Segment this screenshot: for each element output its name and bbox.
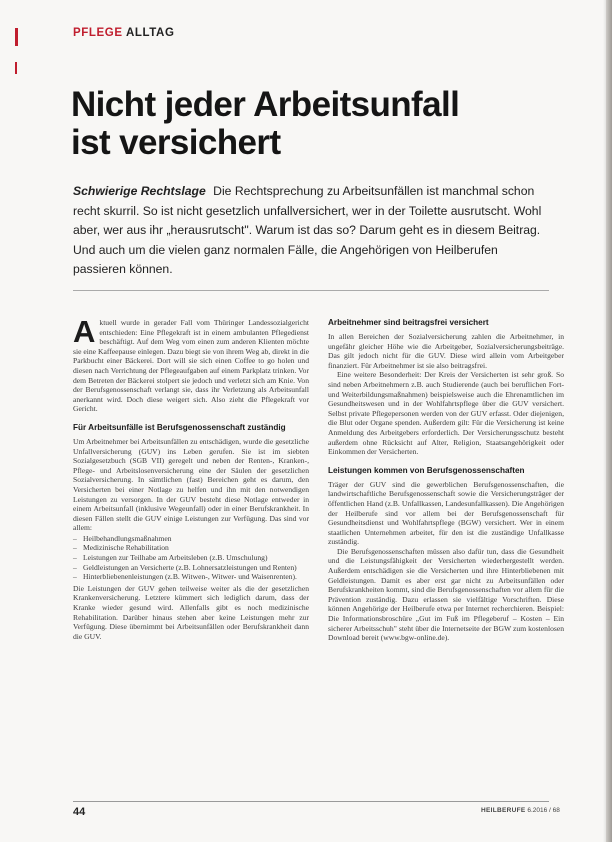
section-marker-side [15,62,17,74]
article-title [71,86,511,162]
section-heading-2: Arbeitnehmer sind beitragsfrei versichert [328,318,489,327]
benefit-item: – Hinterbliebenenleistungen (z.B. Witwen-, Witwer- und Waisenrenten). [73,572,309,582]
section-heading-1: Für Arbeitsunfälle ist Berufsgenossenschaft zuständig [73,422,286,432]
benefit-item: – Heilbehandlungsmaßnahmen [73,534,309,544]
magazine-name: HEILBERUFE [481,807,526,814]
section-heading-3: Leistungen kommen von Berufsgenossenschaften [328,465,525,475]
footer-magazine [481,807,560,814]
benefit-item: – Geldleistungen an Versicherte (z.B. Lohnersatzleistungen und Renten) [73,563,309,573]
section-2-paragraph-2: Eine weitere Besonderheit: Der Kreis der Versicherten ist sehr groß. So sind neben Arbeitnehmern z.B. auch Studierende (auch bei beruflichen Fort- und Weiterbildungsmaßnahmen) beispielsweise auch die Ehrenamtlichen im Gesundheitswesen und in der Wohlfahrtspflege über die GUV versichert. Selbst private Pflegepersonen werden von der GUV erfasst. Oder diejenigen, die Blut oder Organe spenden. Außerdem gilt: Für die Versicherung ist keine Anmeldung des Arbeitgebers erforderlich. Der Versicherungsschutz besteht außerdem ohne Rücksicht auf Alter, Religion, Staatsangehörigkeit oder Einkommen der Versicherten. [328,370,564,457]
lead-rubric: Schwierige Rechtslage [73,184,206,198]
column-right [328,318,564,643]
issue-info: 6.2016 / 68 [527,807,560,814]
intro-text: ktuell wurde in gerader Fall vom Thüringer Landessozialgericht entschieden: Eine Pflegekraft ist in einem ambulanten Pflegedienst beschäftigt. Auf dem Weg vom einen zum anderen Klienten möchte sie eine Kaffeepause einlegen. Dazu biegt sie von ihrem Weg ab, direkt in die Parkbucht einer Bäckerei. Dort will sie sich einen Coffee to go holen und diesen nach Verrichtung der Pflegeaufgaben auf einem Parkplatz trinken. Vor dem Betreten der Bäckerei stolpert sie jedoch und verletzt sich am Knie. Von der Berufsgenossenschaft verlangt sie, dass ihr Verletzung als Arbeitsunfall anerkannt wird. Doch diese weigert sich. Also zieht die Pflegekraft vor Gericht. [73,318,309,414]
section-marker-top [15,28,18,46]
column-left [73,314,309,641]
section-2-paragraph-1: In allen Bereichen der Sozialversicherung zahlen die Arbeitnehmer, in ungefähr gleicher Höhe wie die Arbeitgeber, Sozialversicherungsbeiträge. Das gilt jedoch nicht für die GUV. Diese wird allein vom Arbeitgeber finanziert. Für Arbeitnehmer ist sie also beitragsfrei. [328,332,564,370]
lead-text: Die Rechtsprechung zu Arbeitsunfällen ist manchmal schon recht skurril. So ist nicht gesetzlich unfallversichert, wer in der Toilette ausrutscht. Wohl aber, wer aus ihr „herausrutscht". Warum ist das so? Darum geht es in diesem Beitrag. Und auch um die vielen ganz normalen Fälle, die Angehörigen von Heilberufen passieren können. [73,184,542,277]
benefit-item: – Leistungen zur Teilhabe am Arbeitsleben (z.B. Umschulung) [73,553,309,563]
section-1-paragraph: Um Arbeitnehmer bei Arbeitsunfällen zu entschädigen, wurde die gesetzliche Unfallversicherung (GUV) ins Leben gerufen. Sie ist im siebten Sozialgesetzbuch (SGB VII) geregelt und neben der Renten-, Kranken-, Pflege- und Arbeitslosenversicherung eine der Säulen der gesetzlichen Sozialversicherung. In sämtlichen (fast) Bereichen geht es darum, den Versicherten bei einer Notlage zu helfen und ihn mit den notwendigen Leistungen zu versorgen. In der GUV besteht diese Notlage entweder in einem Arbeitsunfall (inklusive Wegeunfall) oder in einer Berufskrankheit. In diesen Fällen stellt die GUV einige Leistungen zur Verfügung. Das sind vor allem: [73,436,309,533]
page-number: 44 [73,806,86,818]
title-line-2: ist versichert [71,123,281,162]
binding-spine [606,0,612,842]
intro-paragraph [73,314,309,414]
title-line-1: Nicht jeder Arbeitsunfall [71,85,460,124]
lead-divider [73,290,549,291]
kicker-subcategory: ALLTAG [125,27,175,39]
section-3-paragraph-2: Die Berufsgenossenschaften müssen also dafür tun, dass die Gesundheit und die Leistungsfähigkeit der Versicherten wiederhergestellt werden. Außerdem entschädigen sie die Versicherten und ihre Hinterbliebenen mit Geldleistungen. Damit es aber erst gar nicht zu Arbeitsunfällen oder Berufskrankheiten kommt, sind die Berufsgenossenschaften vor allem für die Prävention zuständig. Dazu erlassen sie vielfältige Vorschriften. Diese können Angehörige der Heilberufe etwa per Internet recherchieren. Beispiel: Die Informationsbroschüre „Gut im Fuß im Pflegeberuf – Kosten – Ein sicherer Arbeitsschuh" steht über die Internetseite der BGW zum kostenlosen Download bereit (www.bgw-online.de). [328,546,564,643]
drop-cap: A [73,314,96,349]
benefits-list [73,534,309,582]
section-kicker [73,27,175,39]
article-lead [73,182,551,280]
footer-divider [73,801,549,802]
benefit-item: – Medizinische Rehabilitation [73,543,309,553]
kicker-category: PFLEGE [73,27,123,39]
section-1-closing-paragraph: Die Leistungen der GUV gehen teilweise weiter als die der gesetzlichen Krankenversicherung. Letztere kümmert sich lediglich darum, dass der Kranke wieder gesund wird. Allenfalls gibt es noch medizinische Rehabilitation. Darüber hinaus stehen aber keine Leistungen mehr zur Verfügung. Diese übernimmt bei Arbeitsunfällen oder Berufskrankheit dann die GUV. [73,583,309,641]
section-3-paragraph-1: Träger der GUV sind die gewerblichen Berufsgenossenschaften, die landwirtschaftliche Berufsgenossenschaft sowie die Versicherungsträger der öffentlichen Hand (z.B. Unfallkassen, Landesunfallkassen). Die Angehörigen der Heilberufe sind vor allem bei der Berufsgenossenschaft für Gesundheitsdienst und Wohlfahrtspflege (BGW) versichert. Wer in einem staatlichen Unternehmen arbeitet, für den ist die zuständige Unfallkasse zuständig. [328,479,564,547]
